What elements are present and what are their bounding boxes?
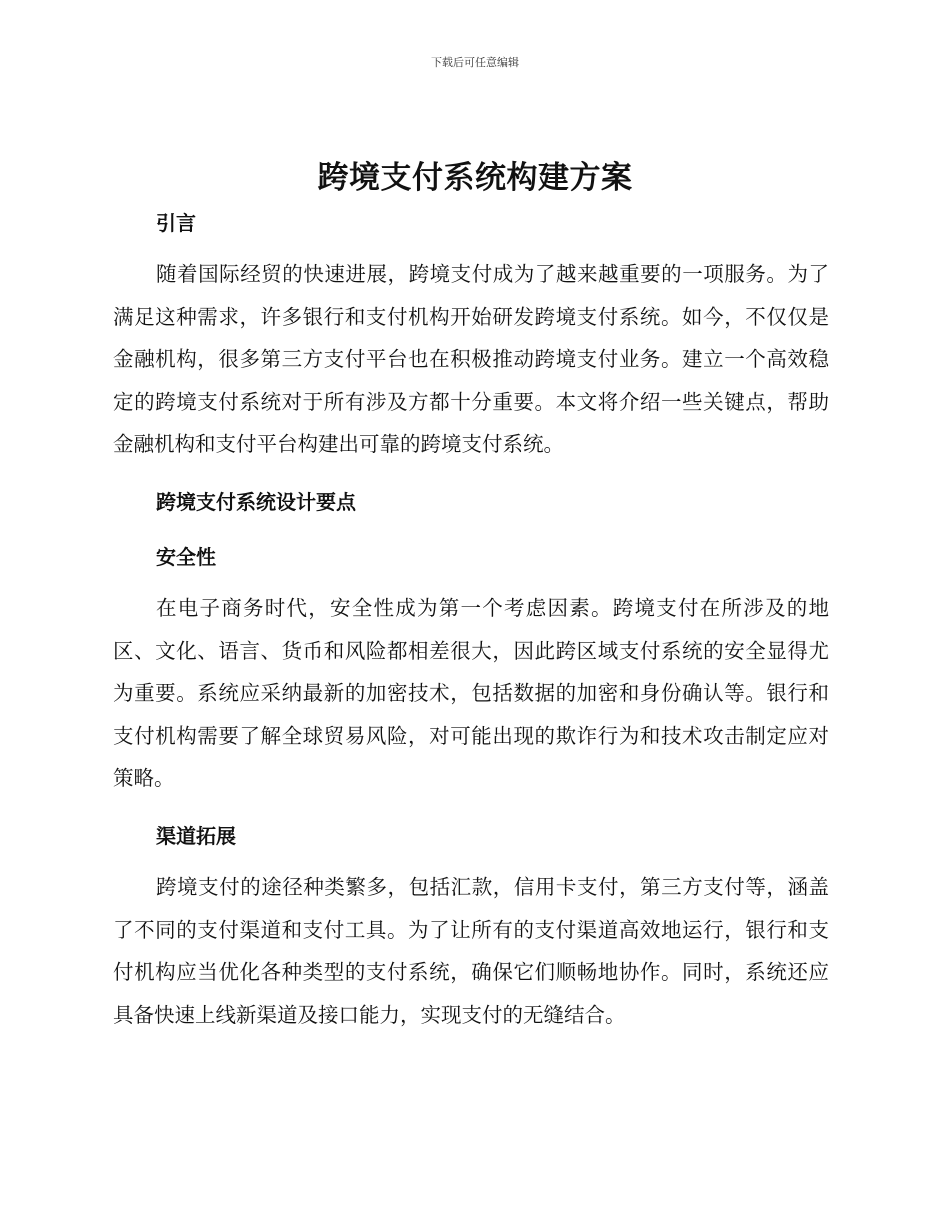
section-paragraph-channel-expansion: 跨境支付的途径种类繁多，包括汇款，信用卡支付，第三方支付等，涵盖了不同的支付渠道和支付工具。为了让所有的支付渠道高效地运行，银行和支付机构应当优化各种类型的支付系统，确保它们顺畅地协作。同时，系统还应具备快速上线新渠道及接口能力，实现支付的无缝结合。 [113,875,829,1027]
section-paragraph-security: 在电子商务时代，安全性成为第一个考虑因素。跨境支付在所涉及的地区、文化、语言、货币和风险都相差很大，因此跨区域支付系统的安全显得尤为重要。系统应采纳最新的加密技术，包括数据的加密和身份确认等。银行和支付机构需要了解全球贸易风险，对可能出现的欺诈行为和技术攻击制定应对策略。 [113,596,829,790]
document-title: 跨境支付系统构建方案 [317,160,633,196]
section-heading-introduction: 引言 [156,211,196,235]
section-heading-security: 安全性 [156,545,216,569]
section-heading-design-points: 跨境支付系统设计要点 [156,490,356,514]
section-paragraph-introduction: 随着国际经贸的快速进展，跨境支付成为了越来越重要的一项服务。为了满足这种需求，许多银行和支付机构开始研发跨境支付系统。如今，不仅仅是金融机构，很多第三方支付平台也在积极推动跨境支付业务。建立一个高效稳定的跨境支付系统对于所有涉及方都十分重要。本文将介绍一些关键点，帮助金融机构和支付平台构建出可靠的跨境支付系统。 [113,262,829,456]
page-header-note: 下载后可任意编辑 [431,56,519,69]
section-heading-channel-expansion: 渠道拓展 [156,824,236,848]
